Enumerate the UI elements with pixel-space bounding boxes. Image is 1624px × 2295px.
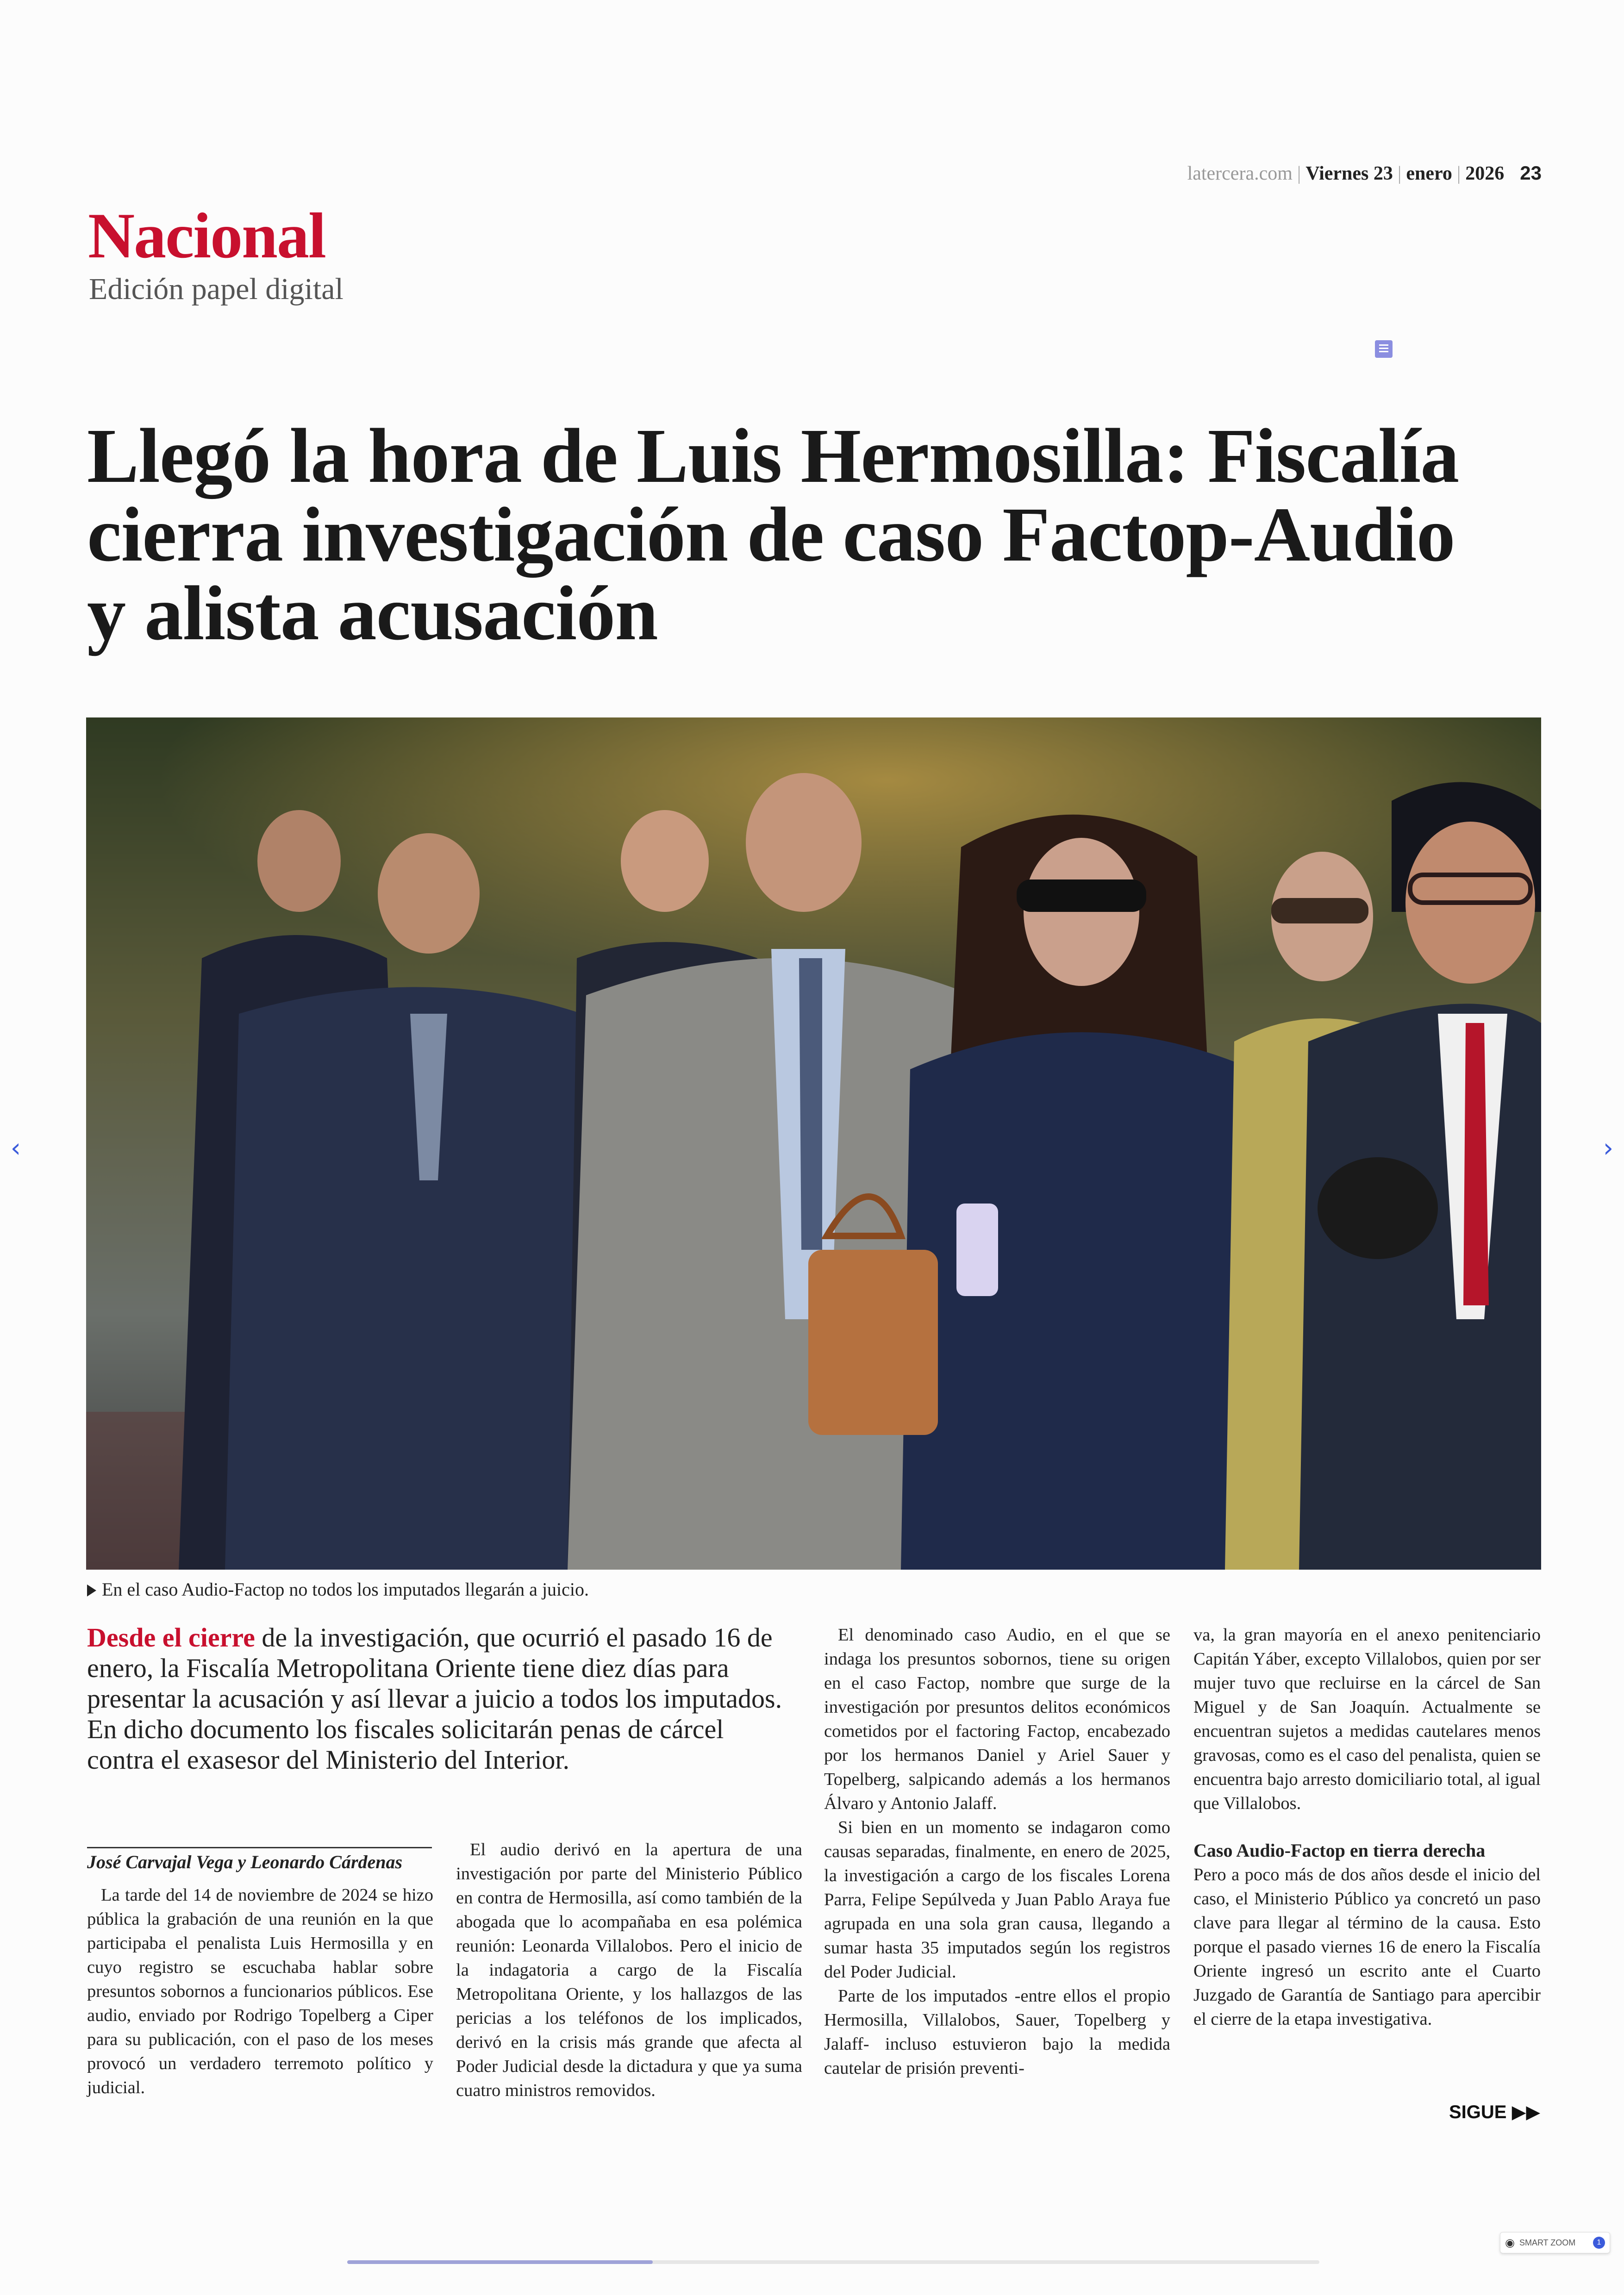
caption-triangle-icon <box>87 1584 96 1597</box>
news-photo <box>86 717 1541 1570</box>
paragraph: La tarde del 14 de noviembre de 2024 se hizo pública la grabación de una reunión en la que participaba el penalista Luis Hermosilla y en cuyo registro se escuchaba hablar sobre presuntos sobornos a funcionarios públicos. Ese audio, enviado por Rodrigo Topelberg a Ciper para su publicación, con el paso de los meses provocó un verdadero terremoto político y judicial. <box>87 1885 433 2097</box>
section-subtitle: Edición papel digital <box>89 272 344 306</box>
next-page-icon[interactable]: › <box>1603 1133 1614 1163</box>
headline: Llegó la hora de Luis Hermosilla: Fiscalía cierra investigación de caso Factop-Audio y alista acusación <box>87 413 1459 656</box>
paragraph: va, la gran mayoría en el anexo penitenciario Capitán Yáber, excepto Villalobos, quien por ser mujer tuvo que recluirse en la cárcel de San Miguel y de San Joaquín. Actualmente se encuentran sujetos a medidas cautelares menos gravosas, como es el caso del penalista, quien se encuentra bajo arresto domiciliario total, al igual que Villalobos. <box>1193 1625 1541 1813</box>
body-column-3 <box>824 1623 1170 2080</box>
paragraph: El audio derivó en la apertura de una investigación por parte del Ministerio Público en contra de Hermosilla, así como también de la abogada que lo acompañaba en esa polémica reunión: Leonarda Villalobos. Pero el inicio de la indagatoria a cargo de la Fiscalía Metropolitana Oriente, y los hallazgos de las pericias a los teléfonos de los implicados, derivó en la crisis más grande que afecta al Poder Judicial desde la dictadura y que ya suma cuatro ministros removidos. <box>456 1840 802 2100</box>
smart-zoom-button[interactable] <box>1500 2232 1610 2253</box>
folio-month: enero <box>1406 163 1452 184</box>
folio-year: 2026 <box>1465 163 1505 184</box>
page-folio: latercera.com | Viernes 23 | enero | 2026 23 <box>1187 162 1542 184</box>
paragraph: Pero a poco más de dos años desde el inicio del caso, el Ministerio Público ya concretó un paso clave para llegar al término de la causa. Esto porque el pasado viernes 16 de enero la Fiscalía Oriente ingresó un escrito ante el Cuarto Juzgado de Garantía de Santiago para apercibir el cierre de la etapa investigativa. <box>1193 1865 1541 2029</box>
body-column-1 <box>87 1883 433 2100</box>
photo-caption <box>87 1578 589 1600</box>
body-column-2 <box>456 1838 802 2102</box>
previous-page-icon[interactable]: ‹ <box>10 1133 21 1163</box>
section-title: Nacional <box>88 200 325 272</box>
body-column-4 <box>1193 1623 1541 2031</box>
page-progress-fill <box>347 2260 653 2264</box>
note-icon[interactable] <box>1375 340 1393 358</box>
site-name: latercera.com <box>1187 163 1293 184</box>
smart-zoom-label: SMART ZOOM <box>1519 2238 1576 2247</box>
smart-zoom-badge: 1 <box>1593 2237 1605 2249</box>
continue-marker: SIGUE ▶▶ <box>1449 2102 1541 2122</box>
page-progress-bar[interactable] <box>347 2260 1319 2264</box>
lead-kicker: Desde el cierre <box>87 1622 255 1653</box>
caption-text: En el caso Audio-Factop no todos los imputados llegarán a juicio. <box>102 1579 589 1600</box>
paragraph: El denominado caso Audio, en el que se indaga los presuntos sobornos, tiene su origen en el caso Factop, nombre que surge de la investigación por presuntos delitos económicos cometidos por el factoring Factop, encabezado por los hermanos Daniel y Ariel Sauer y Topelberg, salpicando además a los hermanos Álvaro y Antonio Jalaff. <box>824 1625 1170 1813</box>
paragraph: Parte de los imputados -entre ellos el propio Hermosilla, Villalobos, Sauer, Topelberg y Jalaff- incluso estuvieron bajo la medida cautelar de prisión preventi- <box>824 1986 1170 2078</box>
subheading: Caso Audio-Factop en tierra derecha <box>1193 1840 1486 1861</box>
page-number: 23 <box>1520 162 1542 184</box>
eye-icon: ◉ <box>1505 2236 1515 2249</box>
paragraph: Si bien en un momento se indagaron como causas separadas, finalmente, en enero de 2025, la investigación a cargo de los fiscales Lorena Parra, Felipe Sepúlveda y Juan Pablo Araya fue agrupada en una sola gran causa, llegando a sumar hasta 35 imputados según los registros del Poder Judicial. <box>824 1818 1170 1982</box>
lead-paragraph <box>87 1622 791 1775</box>
lead-text: de la investigación, que ocurrió el pasado 16 de enero, la Fiscalía Metropolitana Oriente tiene diez días para presentar la acusación y así llevar a juicio a todos los imputados. En dicho documento los fiscales solicitarán penas de cárcel contra el exasesor del Ministerio del Interior. <box>87 1622 782 1775</box>
byline: José Carvajal Vega y Leonardo Cárdenas <box>87 1847 432 1873</box>
folio-day: Viernes 23 <box>1305 163 1393 184</box>
